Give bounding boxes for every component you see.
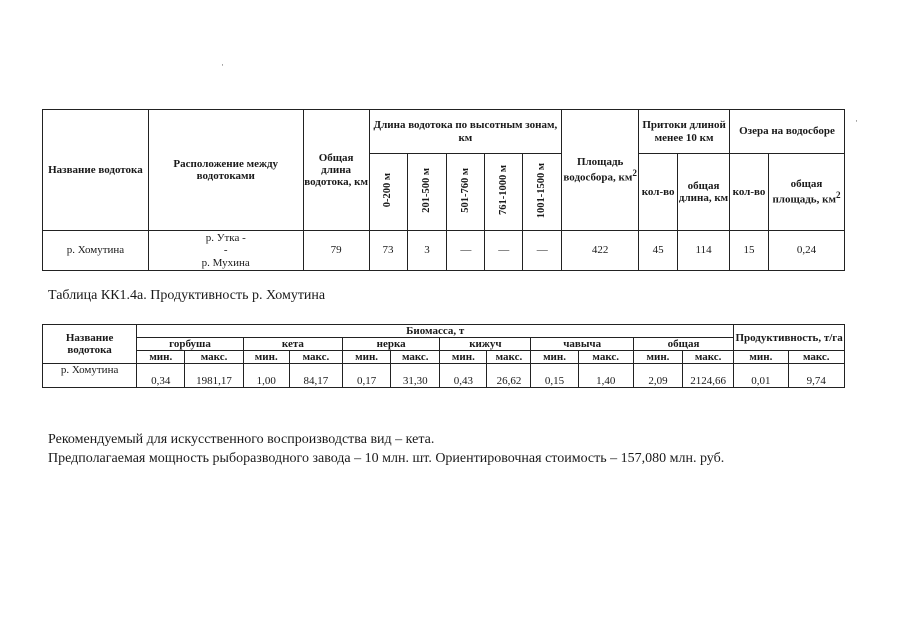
cell-value: 84,17 (289, 364, 342, 388)
cell-value: 0,17 (343, 364, 391, 388)
header-species-1: кета (243, 338, 342, 351)
header-area: Площадь водосбора, $км^2$ (562, 110, 639, 231)
header-lakes-group: Озера на водосборе (730, 110, 845, 154)
header-zone-2: 501-760 м (447, 154, 485, 231)
cell-value: 2,09 (633, 364, 682, 388)
header-species-3: кижуч (440, 338, 531, 351)
header-biomass-group: Биомасса, т (137, 325, 734, 338)
header-min: мин. (734, 351, 788, 364)
cell-zone-2: — (447, 231, 485, 271)
recommendation-note: Рекомендуемый для искусственного воспроизводства вид – кета. (48, 432, 435, 447)
header-max: макс. (487, 351, 531, 364)
cell-name: р. Хомутина (43, 364, 137, 388)
header-max: макс. (185, 351, 243, 364)
cell-zone-0: 73 (369, 231, 407, 271)
scan-speck: · (855, 116, 858, 126)
header-min: мин. (343, 351, 391, 364)
header-max: макс. (289, 351, 342, 364)
productivity-table (42, 324, 845, 388)
header-max: макс. (788, 351, 844, 364)
header-name: Название водотока (43, 325, 137, 364)
header-trib-count: кол-во (639, 154, 678, 231)
header-species-4: чавыча (531, 338, 633, 351)
cell-value: 0,43 (440, 364, 487, 388)
header-min: мин. (137, 351, 185, 364)
header-min: мин. (531, 351, 578, 364)
cell-value: 0,01 (734, 364, 788, 388)
table-caption: Таблица КК1.4а. Продуктивность р. Хомутина (48, 288, 326, 303)
cell-value: 0,15 (531, 364, 578, 388)
cell-zone-1: 3 (407, 231, 447, 271)
table-row (43, 231, 845, 271)
header-zones-group: Длина водотока по высотным зонам, км (369, 110, 562, 154)
header-name: Название водотока (43, 110, 149, 231)
hatchery-note: Предполагаемая мощность рыборазводного завода – 10 млн. шт. Ориентировочная стоимость – 157,080 млн. руб. (48, 451, 725, 466)
cell-location: р. Утка - - р. Мухина (148, 231, 303, 271)
header-lake-count: кол-во (730, 154, 769, 231)
cell-value: 31,30 (391, 364, 440, 388)
cell-value: 0,34 (137, 364, 185, 388)
watercourse-table (42, 109, 845, 271)
cell-value: 26,62 (487, 364, 531, 388)
scan-speck: · (221, 60, 224, 70)
header-min: мин. (633, 351, 682, 364)
cell-trib-count: 45 (639, 231, 678, 271)
header-max: макс. (683, 351, 734, 364)
header-species-2: нерка (343, 338, 440, 351)
cell-value: 9,74 (788, 364, 844, 388)
header-zone-3: 761-1000 м (485, 154, 523, 231)
header-min: мин. (440, 351, 487, 364)
header-species-5: общая (633, 338, 733, 351)
header-min: мин. (243, 351, 289, 364)
cell-value: 2124,66 (683, 364, 734, 388)
cell-trib-length: 114 (678, 231, 730, 271)
header-trib-length: общая длина, км (678, 154, 730, 231)
cell-value: 1,40 (578, 364, 633, 388)
header-lake-area: общая площадь, $км^2$ (768, 154, 844, 231)
cell-value: 1981,17 (185, 364, 243, 388)
header-productivity: Продуктивность, т/га (734, 325, 845, 351)
cell-lake-area: 0,24 (768, 231, 844, 271)
header-species-0: горбуша (137, 338, 244, 351)
header-zone-4: 1001-1500 м (523, 154, 562, 231)
header-max: макс. (391, 351, 440, 364)
header-location: Расположение между водотоками (148, 110, 303, 231)
table-row (43, 364, 845, 388)
cell-lake-count: 15 (730, 231, 769, 271)
cell-area: 422 (562, 231, 639, 271)
cell-value: 1,00 (243, 364, 289, 388)
header-tributaries-group: Притоки длиной менее 10 км (639, 110, 730, 154)
header-zone-0: 0-200 м (369, 154, 407, 231)
cell-total-length: 79 (303, 231, 369, 271)
cell-zone-3: — (485, 231, 523, 271)
cell-name: р. Хомутина (43, 231, 149, 271)
header-max: макс. (578, 351, 633, 364)
cell-zone-4: — (523, 231, 562, 271)
header-zone-1: 201-500 м (407, 154, 447, 231)
header-total-length: Общая длина водотока, км (303, 110, 369, 231)
